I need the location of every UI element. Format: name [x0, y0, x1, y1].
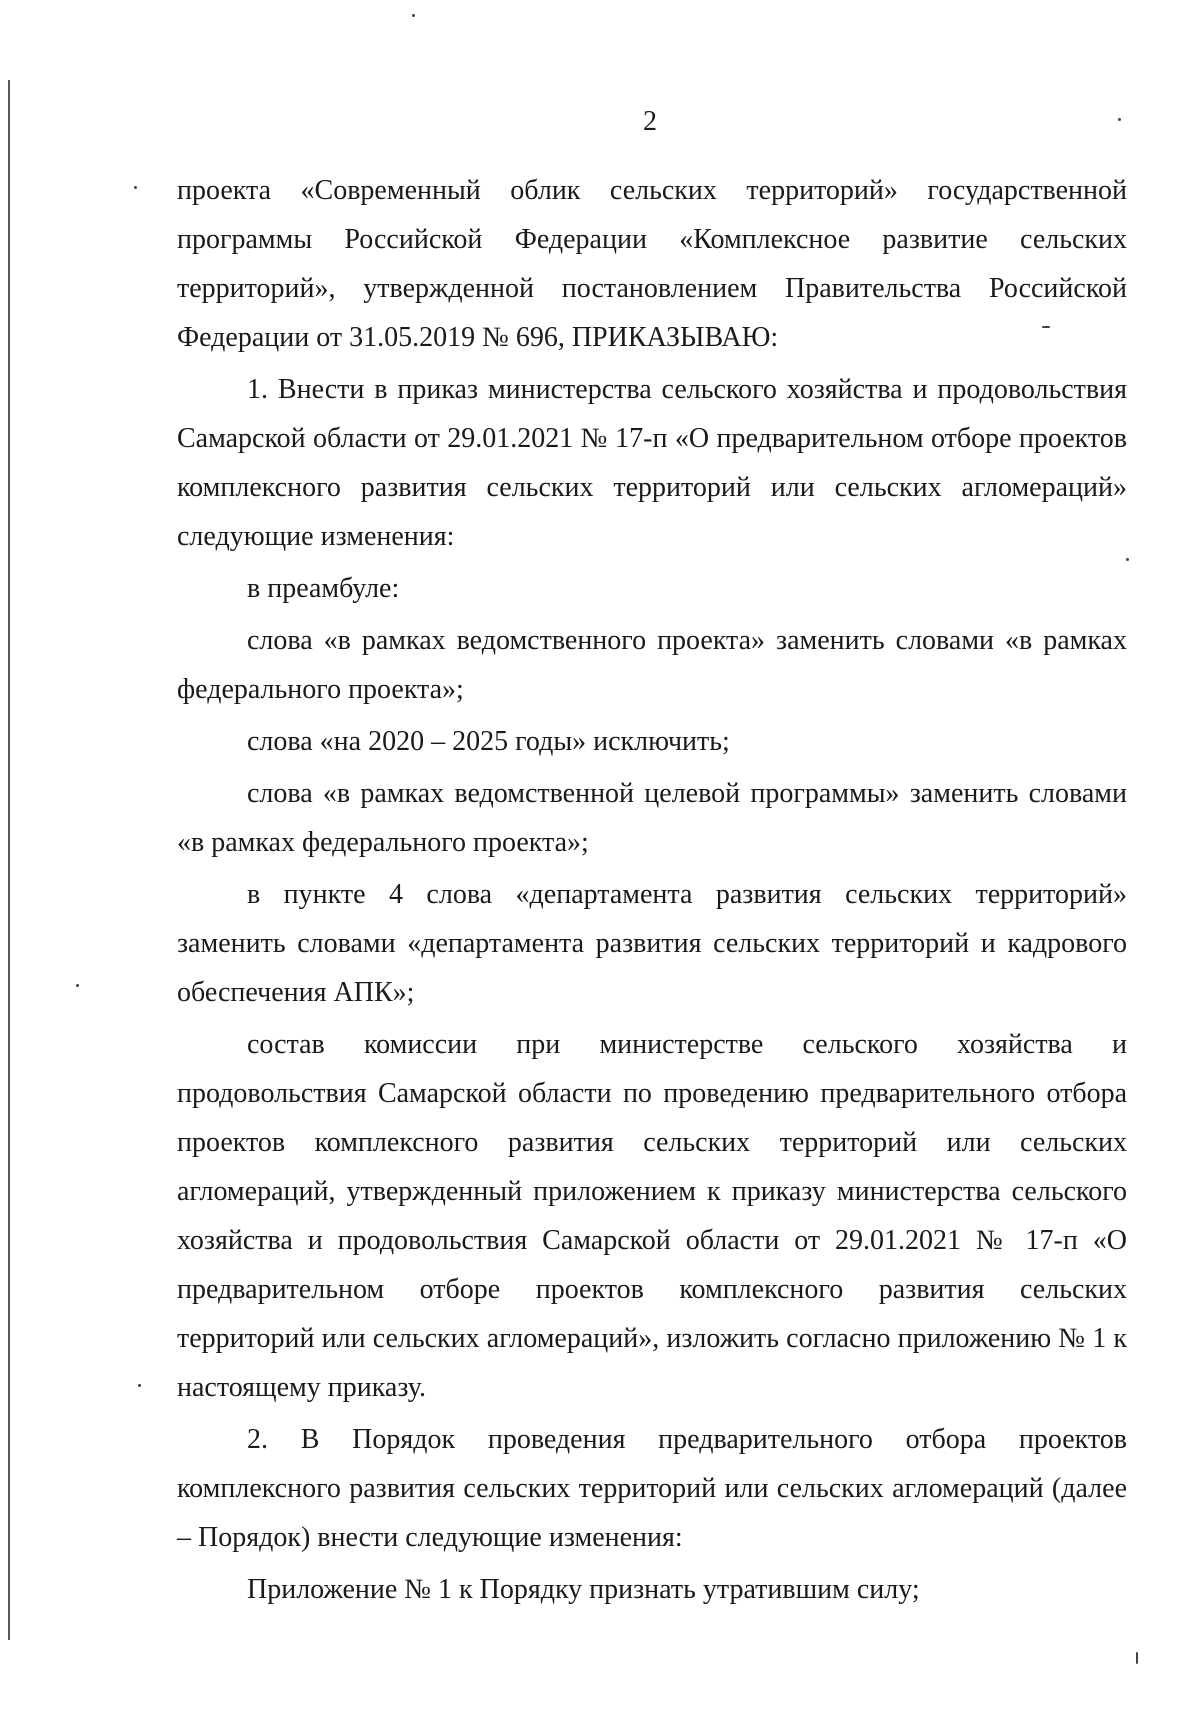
- paragraph: в пункте 4 слова «департамента развития сельских территорий» заменить словами «департамента развития сельских территорий и кадрового обеспечения АПК»;: [177, 879, 1127, 1008]
- paragraph: 1. Внести в приказ министерства сельского хозяйства и продовольствия Самарской области от 29.01.2021 № 17-п «О предварительном отборе проектов комплексного развития сельских территорий или сельских агломераций» следующие изменения:: [177, 374, 1127, 552]
- scan-speck: [1136, 1652, 1138, 1664]
- paragraph: в преамбуле:: [247, 573, 400, 604]
- scan-speck: [76, 984, 79, 987]
- scan-edge-line: [8, 80, 10, 1640]
- paragraph: слова «в рамках ведомственной целевой программы» заменить словами «в рамках федерального проекта»;: [177, 778, 1127, 858]
- document-body: [177, 166, 1127, 1617]
- scan-speck: [134, 186, 137, 189]
- paragraph: слова «на 2020 – 2025 годы» исключить;: [247, 726, 730, 757]
- paragraph: проекта «Современный облик сельских территорий» государственной программы Российской Федерации «Комплексное развитие сельских территорий», утвержденной постановлением Правительства Российской Федерации от 31.05.2019 № 696, ПРИКАЗЫВАЮ:: [177, 175, 1127, 353]
- page-number: 2: [643, 106, 657, 137]
- paragraph: 2. В Порядок проведения предварительного отбора проектов комплексного развития сельских территорий или сельских агломераций (далее – Порядок) внести следующие изменения:: [177, 1424, 1127, 1553]
- scan-speck: [138, 1384, 141, 1387]
- paragraph: слова «в рамках ведомственного проекта» заменить словами «в рамках федерального проекта»;: [177, 625, 1127, 705]
- scan-speck: [412, 14, 415, 17]
- paragraph: Приложение № 1 к Порядку признать утратившим силу;: [247, 1574, 920, 1605]
- paragraph: состав комиссии при министерстве сельского хозяйства и продовольствия Самарской области по проведению предварительного отбора проектов комплексного развития сельских территорий или сельских агломераций, утвержденный приложением к приказу министерства сельского хозяйства и продовольствия Самарской области от 29.01.2021 № 17-п «О предварительном отборе проектов комплексного развития сельских территорий или сельских агломераций», изложить согласно приложению № 1 к настоящему приказу.: [177, 1029, 1127, 1403]
